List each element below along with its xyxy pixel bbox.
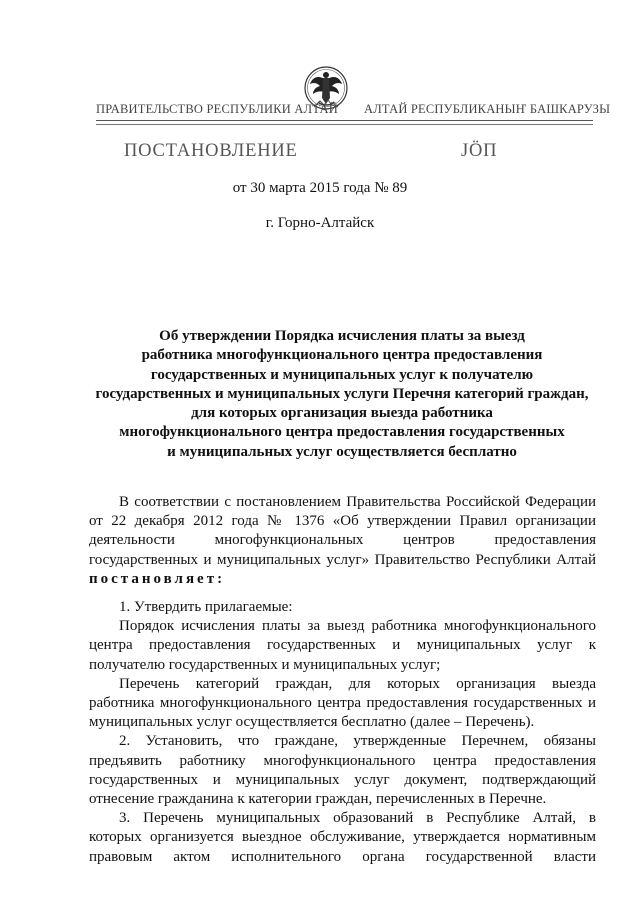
title-line: и муниципальных услуг осуществляется бесплатно <box>167 443 517 460</box>
text-line: получателю государственных и муниципальных услуг; <box>89 656 441 673</box>
title-line: государственных и муниципальных услуг к получателю <box>150 366 534 383</box>
title-line: для которых организация выезда работника <box>191 405 493 422</box>
text-line: государственных и муниципальных услуг» Правительство Республики Алтай <box>89 551 596 568</box>
resolves-word: постановляет: <box>89 570 226 587</box>
title-line: работника многофункционального центра предоставления <box>141 347 543 364</box>
text-line: 2. Установить, что граждане, утвержденные Перечнем, обязаны <box>119 733 596 750</box>
text-line: Порядок исчисления платы за выезд работника многофункционального <box>119 618 596 635</box>
text-line: деятельности многофункциональных центров предоставления <box>89 532 596 549</box>
header-rule <box>96 120 593 121</box>
document-type-ru: ПОСТАНОВЛЕНИЕ <box>124 141 298 161</box>
text-line: которых организуется выездное обслуживание, утверждается нормативным <box>89 829 596 846</box>
text-line: В соответствии с постановлением Правительства Российской Федерации <box>119 494 596 510</box>
header-rule-thin <box>96 124 593 125</box>
title-line: Об утверждении Порядка исчисления платы за выезд <box>159 328 525 344</box>
text-line: муниципальных услуг осуществляется бесплатно (далее – Перечень). <box>89 714 535 731</box>
text-line: центра предоставления государственных и муниципальных услуг к <box>89 637 596 654</box>
text-line: от 22 декабря 2012 года № 1376 «Об утверждении Правил организации <box>89 513 596 530</box>
text-line: предъявить работнику многофункционального центра предоставления <box>89 752 596 769</box>
document-city: г. Горно-Алтайск <box>265 215 375 231</box>
document-title <box>86 327 598 462</box>
text-line: государственных и муниципальных услуг документ, подтверждающий <box>89 771 596 788</box>
text-line: работника многофункционального центра предоставления государственных и <box>89 695 596 712</box>
text-line: правовым актом исполнительного органа государственной власти <box>89 848 596 865</box>
title-line: государственных и муниципальных услуги Перечня категорий граждан, <box>95 385 589 402</box>
title-line: многофункционального центра предоставления государственных <box>119 424 565 441</box>
preamble-paragraph <box>89 493 596 589</box>
resolution-body <box>89 598 596 867</box>
text-line: 3. Перечень муниципальных образований в Республике Алтай, в <box>119 810 596 827</box>
header-government-alt: АЛТАЙ РЕСПУБЛИКАНЫҤ БАШКАРУЗЫ <box>364 102 611 116</box>
text-line: отнесение гражданина к категории граждан, перечисленных в Перечне. <box>89 791 547 808</box>
document-date: от 30 марта 2015 года № 89 <box>232 180 408 196</box>
document-type-alt: ЈӦП <box>461 141 498 161</box>
text-line: 1. Утвердить прилагаемые: <box>119 599 293 615</box>
text-line: Перечень категорий граждан, для которых организация выезда <box>119 675 596 692</box>
header-government-ru: ПРАВИТЕЛЬСТВО РЕСПУБЛИКИ АЛТАЙ <box>96 102 338 116</box>
